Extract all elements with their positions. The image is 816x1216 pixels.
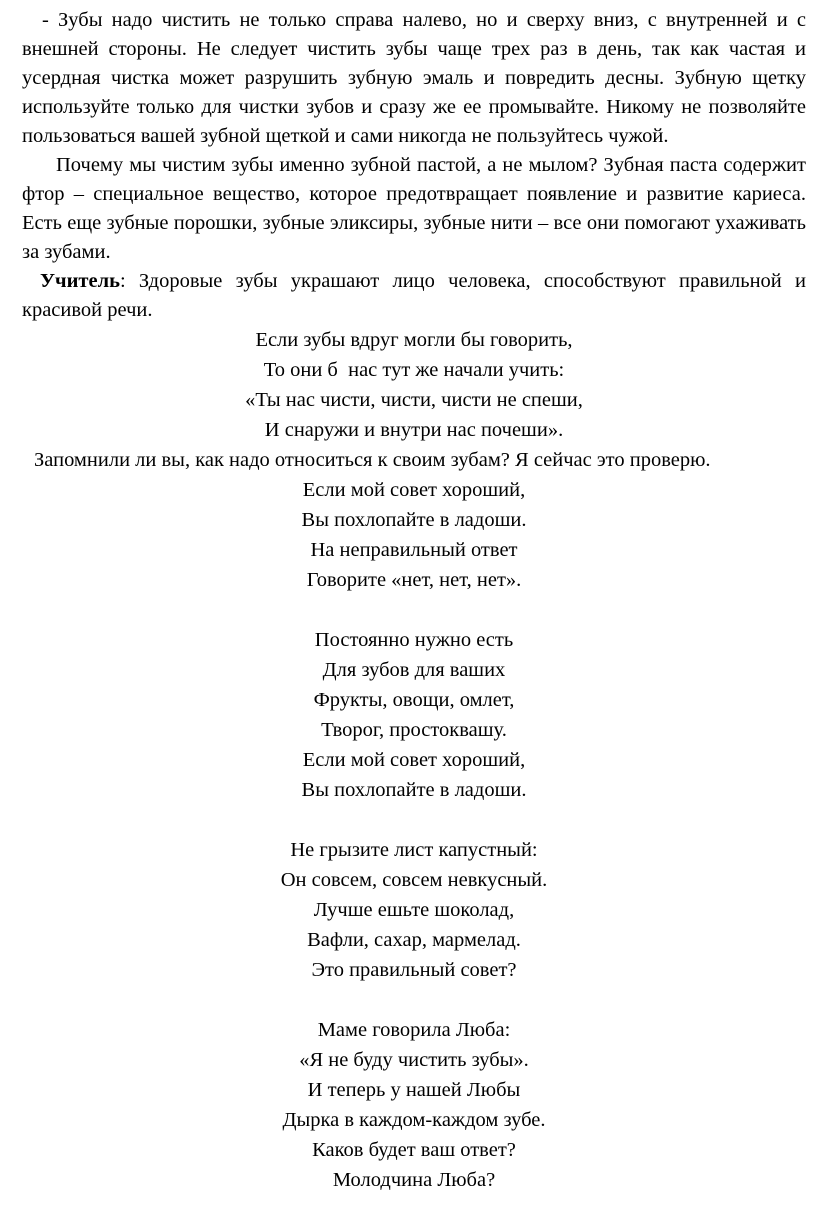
stanza-line: Маме говорила Люба: — [317, 1019, 511, 1041]
stanza-line: Он совсем, совсем невкусный. — [280, 869, 548, 891]
stanza-3 — [22, 835, 806, 985]
stanza-line: Лучше ешьте шоколад, — [313, 899, 515, 921]
stanza-line: Дырка в каждом-каждом зубе. — [282, 1109, 546, 1131]
poem-line: И снаружи и внутри нас почеши». — [264, 419, 564, 441]
stanza-gap — [22, 805, 806, 835]
stanza-line: Для зубов для ваших — [322, 659, 506, 681]
poem-line: Если зубы вдруг могли бы говорить, — [255, 329, 573, 351]
teacher-text: : Здоровые зубы украшают лицо человека, способствуют правильной и красивой речи. — [22, 270, 806, 321]
poem-line: То они б нас тут же начали учить: — [263, 359, 565, 381]
paragraph-toothpaste: Почему мы чистим зубы именно зубной пастой, а не мылом? Зубная паста содержит фтор – специальное вещество, которое предотвращает появление и развитие кариеса. Есть еще зубные порошки, зубные эликсиры, зубные нити – все они помогают ухаживать за зубами. — [22, 154, 806, 263]
stanza-line: Говорите «нет, нет, нет». — [306, 569, 522, 591]
stanza-gap — [22, 595, 806, 625]
stanza-gap — [22, 985, 806, 1015]
stanza-line: На неправильный ответ — [310, 539, 518, 561]
stanza-line: Постоянно нужно есть — [314, 629, 514, 651]
stanza-line: Вы похлопайте в ладоши. — [301, 509, 527, 531]
stanza-4 — [22, 1015, 806, 1195]
stanza-line: И теперь у нашей Любы — [307, 1079, 521, 1101]
stanza-line: Если мой совет хороший, — [302, 749, 526, 771]
stanza-line: Вафли, сахар, мармелад. — [307, 929, 521, 951]
paragraph-teacher — [22, 267, 806, 325]
stanza-line: Вы похлопайте в ладоши. — [301, 779, 527, 801]
stanza-2 — [22, 625, 806, 805]
poem-intro — [22, 325, 806, 445]
paragraph-brushing-rules: - Зубы надо чистить не только справа налево, но и сверху вниз, с внутренней и с внешней стороны. Не следует чистить зубы чаще трех раз в день, так как частая и усердная чистка может разрушить зубную эмаль и повредить десны. Зубную щетку используйте только для чистки зубов и сразу же ее промывайте. Никому не позволяйте пользоваться вашей зубной щеткой и сами никогда не пользуйтесь чужой. — [22, 9, 806, 147]
stanza-line: Творог, простоквашу. — [321, 719, 507, 741]
poem-line: «Ты нас чисти, чисти, чисти не спеши, — [245, 389, 583, 411]
stanza-line: Каков будет ваш ответ? — [312, 1139, 516, 1161]
stanza-line: Фрукты, овощи, омлет, — [313, 689, 515, 711]
teacher-label: Учитель — [40, 270, 120, 292]
stanza-line: Если мой совет хороший, — [302, 479, 526, 501]
stanza-line: Молодчина Люба? — [332, 1169, 496, 1191]
stanza-line: Не грызите лист капустный: — [290, 839, 538, 861]
stanza-line: «Я не буду чистить зубы». — [299, 1049, 529, 1071]
stanza-1 — [22, 475, 806, 595]
stanza-line: Это правильный совет? — [311, 959, 517, 981]
teacher-question: Запомнили ли вы, как надо относиться к своим зубам? Я сейчас это проверю. — [34, 449, 711, 471]
